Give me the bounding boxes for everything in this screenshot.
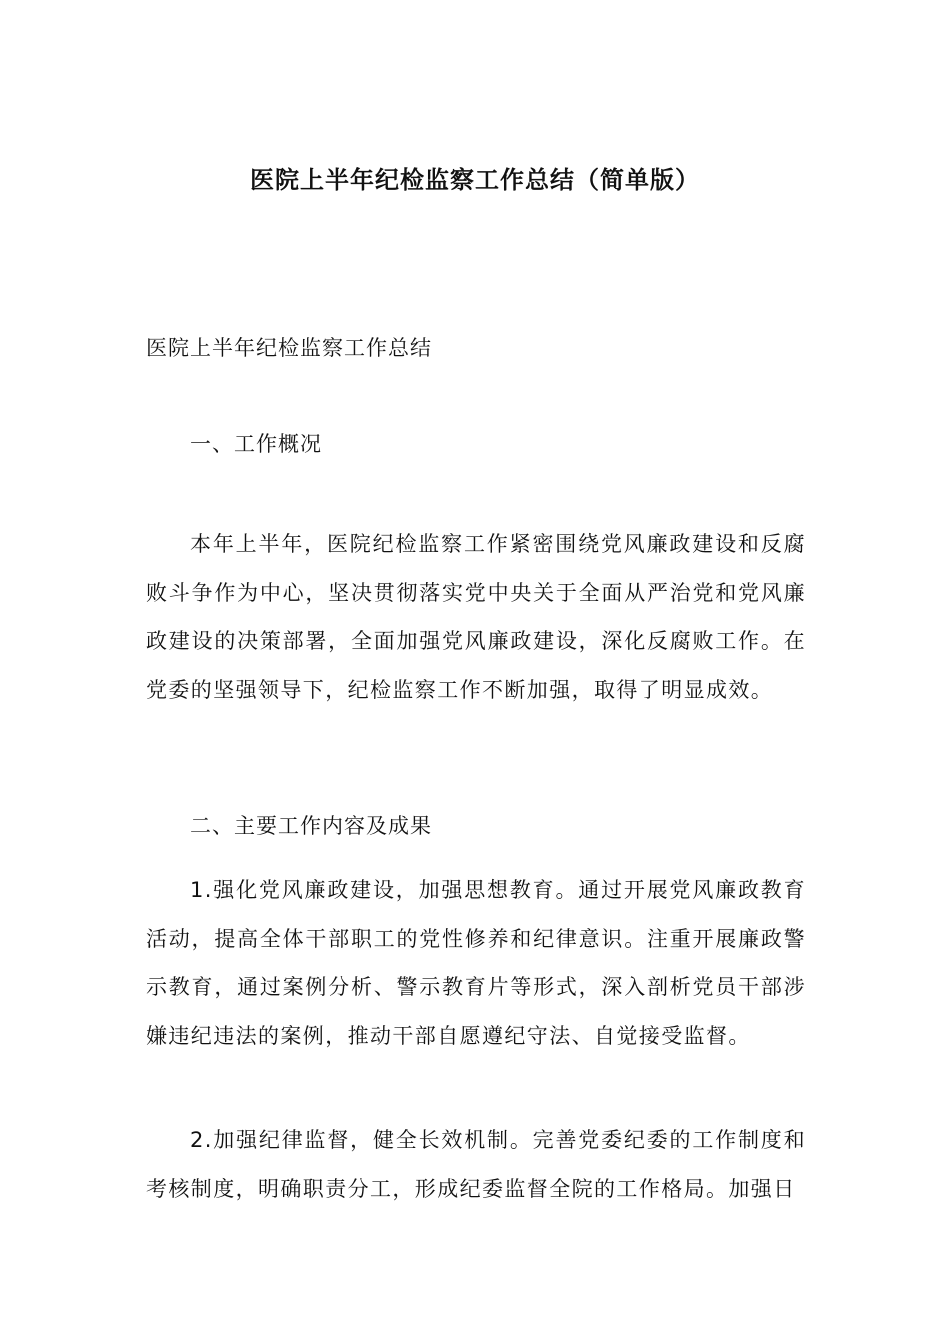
section-2-heading: 二、主要工作内容及成果 <box>190 814 432 838</box>
item-1-paragraph: 1.强化党风廉政建设，加强思想教育。通过开展党风廉政教育活动，提高全体干部职工的党性修养和纪律意识。注重开展廉政警示教育，通过案例分析、警示教育片等形式，深入剖析党员干部涉嫌违纪违法的案例，推动干部自愿遵纪守法、自觉接受监督。 <box>146 878 806 1048</box>
document-title: 医院上半年纪检监察工作总结（简单版） <box>250 166 700 194</box>
item-2-paragraph: 2.加强纪律监督，健全长效机制。完善党委纪委的工作制度和考核制度，明确职责分工，形成纪委监督全院的工作格局。加强日 <box>146 1128 806 1201</box>
document-subtitle: 医院上半年纪检监察工作总结 <box>146 336 432 360</box>
section-1-heading: 一、工作概况 <box>190 432 322 456</box>
section-1-paragraph: 本年上半年，医院纪检监察工作紧密围绕党风廉政建设和反腐败斗争作为中心，坚决贯彻落实党中央关于全面从严治党和党风廉政建设的决策部署，全面加强党风廉政建设，深化反腐败工作。在党委的坚强领导下，纪检监察工作不断加强，取得了明显成效。 <box>146 532 806 702</box>
